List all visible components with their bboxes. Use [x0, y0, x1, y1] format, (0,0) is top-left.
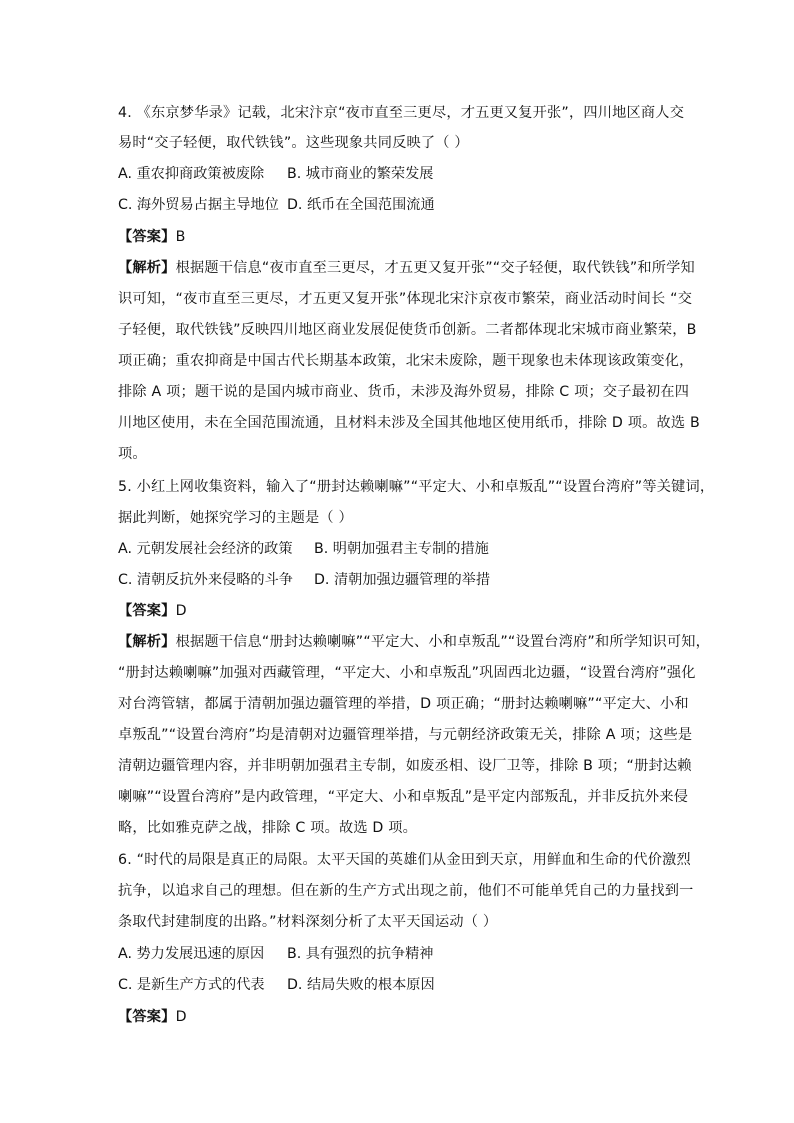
question-4-stem-line-2: 易时“交子轻便，取代铁钱”。这些现象共同反映了（ ）	[118, 135, 469, 151]
question-4-option-b: B. 城市商业的繁荣发展	[287, 166, 434, 182]
answer-label: 【答案】	[118, 603, 176, 619]
question-4-analysis-line-3: 子轻便，取代铁钱”反映四川地区商业发展促使货币创新。二者都体现北宋城市商业繁荣，B	[118, 322, 697, 338]
question-5-analysis-line-5: 清朝边疆管理内容，并非明朝加强君主专制，如废丞相、设厂卫等，排除 B 项；“册封达赖	[118, 758, 692, 774]
question-4-analysis-line-6: 川地区使用，未在全国范围流通，且材料未涉及全国其他地区使用纸币，排除 D 项。故选 B	[118, 415, 700, 431]
question-5-analysis-line-3: 对台湾管辖，都属于清朝加强边疆管理的举措，D 项正确；“册封达赖喇嘛”“平定大、小和	[118, 696, 689, 712]
question-5-answer	[118, 601, 187, 621]
question-5-option-c: C. 清朝反抗外来侵略的斗争	[118, 572, 293, 588]
answer-value: D	[175, 603, 187, 619]
question-6-option-d: D. 结局失败的根本原因	[287, 977, 435, 993]
question-5-analysis-line-7: 略，比如雅克萨之战，排除 C 项。故选 D 项。	[118, 820, 418, 836]
answer-label: 【答案】	[118, 229, 176, 245]
answer-value: B	[175, 229, 186, 245]
question-5-analysis-line-2: “册封达赖喇嘛”加强对西藏管理，“平定大、小和卓叛乱”巩固西北边疆，“设置台湾府”强化	[118, 665, 696, 681]
question-5-option-d: D. 清朝加强边疆管理的举措	[314, 572, 491, 588]
question-4-option-d: D. 纸币在全国范围流通	[287, 197, 435, 213]
analysis-label: 【解析】	[118, 634, 176, 650]
question-4-answer	[118, 227, 186, 247]
question-6-answer	[118, 1007, 187, 1027]
question-5-stem-line-2: 据此判断，她探究学习的主题是（ ）	[118, 510, 353, 526]
question-4-analysis-line-4: 项正确；重农抑商是中国古代长期基本政策，北宋未废除，题干现象也未体现该政策变化，	[118, 353, 694, 369]
question-6-option-b: B. 具有强烈的抗争精神	[287, 946, 434, 962]
answer-label: 【答案】	[118, 1009, 176, 1025]
analysis-label: 【解析】	[118, 260, 176, 276]
question-4-stem-line-1: 4. 《东京梦华录》记载，北宋汴京“夜市直至三更尽，才五更又复开张”，四川地区商人交	[118, 105, 685, 121]
question-6-stem-line-3: 条取代封建制度的出路。”材料深刻分析了太平天国运动（ ）	[118, 914, 498, 930]
question-4-option-a: A. 重农抑商政策被废除	[118, 166, 265, 182]
question-5-stem-line-1: 5. 小红上网收集资料，输入了“册封达赖喇嘛”“平定大、小和卓叛乱”“设置台湾府”等关键词，	[118, 479, 715, 495]
question-4-analysis-line-1	[118, 258, 695, 278]
question-4-analysis-line-5: 排除 A 项；题干说的是国内城市商业、货币，未涉及海外贸易，排除 C 项；交子最初在四	[118, 384, 690, 400]
answer-value: D	[175, 1009, 187, 1025]
question-6-stem-line-1: 6. “时代的局限是真正的局限。太平天国的英雄们从金田到天京，用鲜血和生命的代价激烈	[118, 852, 691, 868]
question-4-analysis-line-7: 项。	[118, 446, 147, 462]
question-6-option-c: C. 是新生产方式的代表	[118, 977, 265, 993]
analysis-text: 根据题干信息“册封达赖喇嘛”“平定大、小和卓叛乱”“设置台湾府”和所学知识可知，	[175, 634, 711, 650]
question-5-analysis-line-4: 卓叛乱”“设置台湾府”均是清朝对边疆管理举措，与元朝经济政策无关，排除 A 项；这些是	[118, 727, 693, 743]
question-5-option-a: A. 元朝发展社会经济的政策	[118, 541, 293, 557]
question-4-analysis-line-2: 识可知，“夜市直至三更尽，才五更又复开张”体现北宋汴京夜市繁荣，商业活动时间长 “交	[118, 291, 693, 307]
question-5-analysis-line-1	[118, 632, 710, 652]
question-6-option-a: A. 势力发展迅速的原因	[118, 946, 265, 962]
question-4-option-c: C. 海外贸易占据主导地位	[118, 197, 279, 213]
question-5-option-b: B. 明朝加强君主专制的措施	[314, 541, 489, 557]
question-5-analysis-line-6: 喇嘛”“设置台湾府”是内政管理，“平定大、小和卓叛乱”是平定内部叛乱，并非反抗外来侵	[118, 789, 689, 805]
analysis-text: 根据题干信息“夜市直至三更尽，才五更又复开张”“交子轻便，取代铁钱”和所学知	[175, 260, 695, 276]
question-6-stem-line-2: 抗争，以追求自己的理想。但在新的生产方式出现之前，他们不可能单凭自己的力量找到一	[118, 883, 694, 899]
